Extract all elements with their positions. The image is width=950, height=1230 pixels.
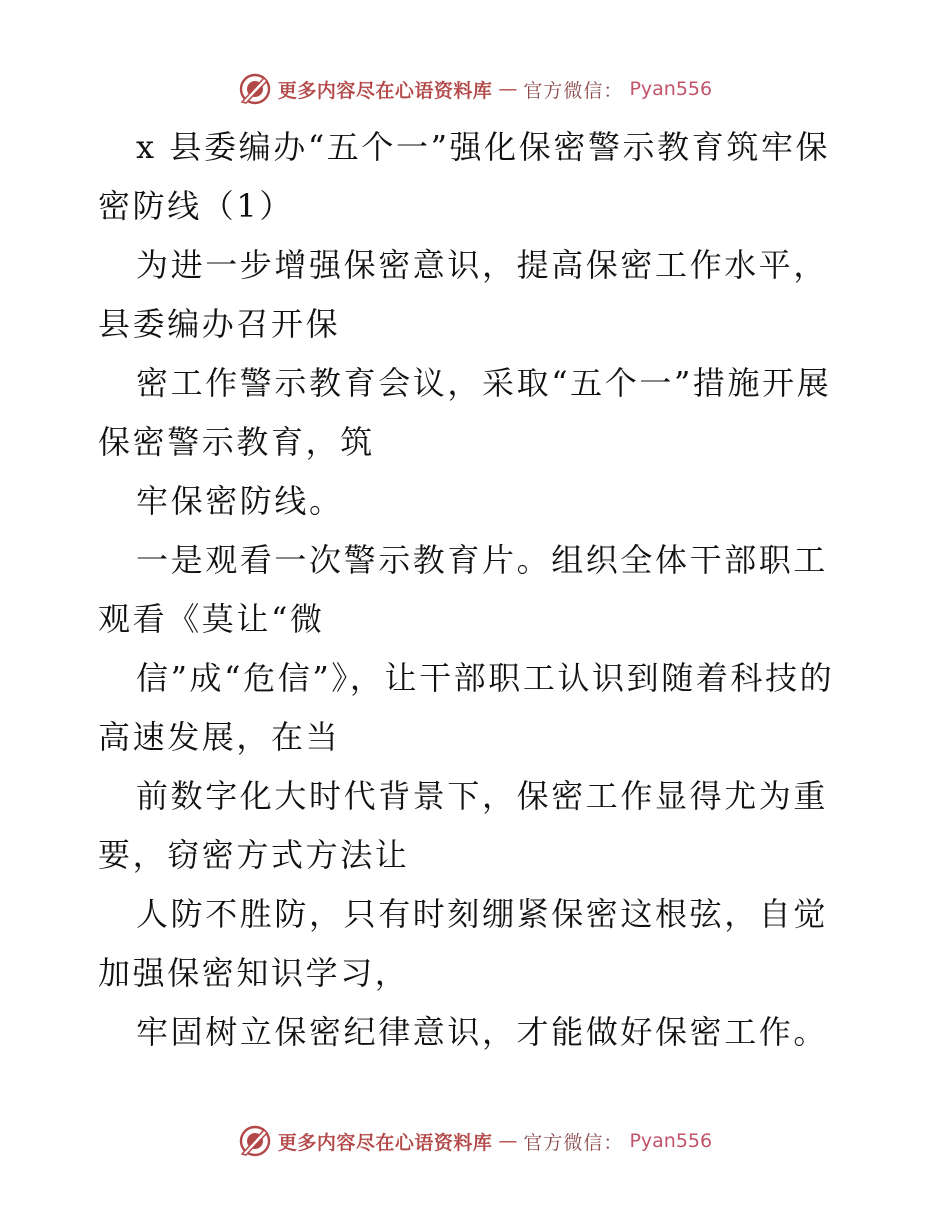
paragraph: 信”成“危信”》，让干部职工认识到随着科技的高速发展，在当 <box>98 659 835 756</box>
paragraph: 密工作警示教育会议，采取“五个一”措施开展保密警示教育，筑 <box>98 364 832 461</box>
watermark-wechat-id: Pyan556 <box>629 78 713 100</box>
paragraph: 人防不胜防，只有时刻绷紧保密这根弦，自觉加强保密知识学习， <box>98 895 829 992</box>
document-title: x 县委编办“五个一”强化保密警示教育筑牢保密防线（1） <box>98 128 831 225</box>
paragraph: 牢固树立保密纪律意识，才能做好保密工作。 <box>136 1013 829 1051</box>
quill-pen-icon <box>238 1124 272 1158</box>
paragraph: 牢保密防线。 <box>136 482 344 520</box>
watermark-text: 更多内容尽在心语资料库 <box>277 79 493 102</box>
header-watermark <box>0 72 950 106</box>
footer-watermark <box>0 1124 950 1158</box>
quill-pen-icon <box>238 72 272 106</box>
watermark-wechat-id: Pyan556 <box>629 1130 713 1152</box>
document-body <box>98 118 858 1062</box>
watermark-label: 官方微信： <box>523 79 624 102</box>
paragraph: 前数字化大时代背景下，保密工作显得尤为重要，窃密方式方法让 <box>98 777 829 874</box>
watermark-separator: — <box>498 78 518 100</box>
watermark-label: 官方微信： <box>523 1131 624 1154</box>
paragraph: 为进一步增强保密意识，提高保密工作水平，县委编办召开保 <box>98 246 829 343</box>
paragraph: 一是观看一次警示教育片。组织全体干部职工观看《莫让“微 <box>98 541 829 638</box>
watermark-text: 更多内容尽在心语资料库 <box>277 1131 493 1154</box>
watermark-separator: — <box>498 1130 518 1152</box>
